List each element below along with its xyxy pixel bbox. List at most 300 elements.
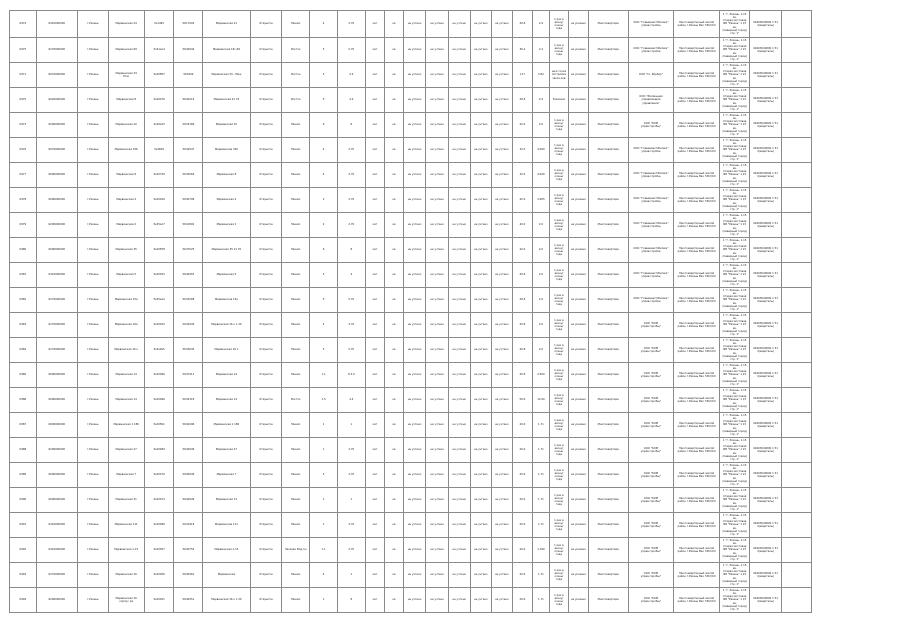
table-cell: 2.6 bbox=[533, 313, 549, 338]
table-cell: 5К40453 bbox=[174, 263, 203, 288]
table-cell: не учтено bbox=[492, 138, 513, 163]
table-cell bbox=[781, 238, 811, 263]
table-cell: 20.0 bbox=[512, 488, 533, 513]
table-cell: не учтено bbox=[426, 238, 449, 263]
table-cell: Зк4609 bbox=[144, 138, 174, 163]
table-cell: не учтено bbox=[448, 438, 470, 463]
table-cell: Мнемо bbox=[282, 138, 310, 163]
table-cell: 0994 bbox=[10, 588, 37, 613]
table-cell: 5К43064 bbox=[174, 163, 203, 188]
table-cell: не учтено bbox=[470, 11, 492, 38]
table-cell: не учтено bbox=[403, 11, 426, 38]
table-cell: 6090000000 bbox=[36, 163, 77, 188]
table-cell: не учтено bbox=[448, 38, 470, 63]
table-cell: кат bbox=[365, 11, 385, 38]
table-cell: ООО "КОМ управ.горобщ" bbox=[628, 438, 673, 463]
table-cell: не указано bbox=[569, 113, 589, 138]
table-cell: 0982 bbox=[10, 288, 37, 313]
table-cell: г.Рязань bbox=[77, 463, 108, 488]
table-cell: 6090000000 bbox=[36, 238, 77, 263]
table-cell: 1 "г. Рязань, 1-15 кв. Старая мостовая NB "Рязань" 1 15 кв. (Северный город) стр. 1" bbox=[720, 188, 750, 213]
table-cell: 0974 bbox=[10, 11, 37, 38]
table-cell: 0978 bbox=[10, 188, 37, 213]
table-cell: не учтено bbox=[470, 363, 492, 388]
table-cell: Мервишская 22 bbox=[108, 113, 144, 138]
table-cell: Мервишская 27 bbox=[203, 438, 250, 463]
table-cell: Открытое bbox=[250, 138, 282, 163]
table-cell: 0989 bbox=[10, 463, 37, 488]
table-cell: 0976 bbox=[10, 138, 37, 163]
table-cell: Многоквартирн bbox=[588, 463, 628, 488]
table-row bbox=[10, 38, 812, 63]
table-row bbox=[10, 563, 812, 588]
table-cell: Зк40857 bbox=[144, 63, 174, 88]
table-cell: 40403040000 1 51 4(кварталы) bbox=[750, 113, 782, 138]
table-cell: Многоквартирный жилой район г.Рязань Вах ГЖХ/СО bbox=[674, 88, 720, 113]
table-row bbox=[10, 288, 812, 313]
table-cell: Многоквартирн bbox=[588, 188, 628, 213]
table-cell: Многоквартирный жилой район г.Рязань Вах ГЖХ/СО bbox=[674, 588, 720, 613]
table-cell: кат bbox=[365, 388, 385, 413]
table-cell: Зк4s0e5 bbox=[144, 338, 174, 363]
table-cell: 5К42219 bbox=[174, 88, 203, 113]
table-cell: 40403040000 1 51 4(кварталы) bbox=[750, 413, 782, 438]
table-cell: не учтено bbox=[448, 113, 470, 138]
table-cell: ООО "ГлавинвестЖилаж" управ.горобщ bbox=[628, 238, 673, 263]
table-cell: Зк40878 bbox=[144, 238, 174, 263]
table-cell: Открытое bbox=[250, 588, 282, 613]
table-cell: не указано bbox=[569, 563, 589, 588]
table-cell: 1 раз в весну/осень/ года bbox=[549, 11, 569, 38]
table-cell: не учтено bbox=[426, 463, 449, 488]
table-cell: Многоквартирный жилой район г.Рязань Вах ГЖХ/СО bbox=[674, 63, 720, 88]
table-cell: Многоквартирный жилой район г.Рязань Вах ГЖХ/СО bbox=[674, 313, 720, 338]
table-cell: не указано bbox=[569, 588, 589, 613]
table-cell: 6290000000 bbox=[36, 113, 77, 138]
table-cell: не учтено bbox=[426, 388, 449, 413]
table-cell: 12.60 bbox=[533, 388, 549, 413]
table-cell: ООО "КОМ управ.горобщ" bbox=[628, 463, 673, 488]
table-cell: не учтено bbox=[403, 138, 426, 163]
table-cell: не учтено bbox=[470, 263, 492, 288]
table-cell: не учтено bbox=[470, 463, 492, 488]
table-cell: 1 раз в весну/осень/ года bbox=[549, 588, 569, 613]
table-cell: 6270000000 bbox=[36, 563, 77, 588]
table-cell: ООО "КОМ управ.горобщ" bbox=[628, 563, 673, 588]
table-cell: кв bbox=[385, 488, 404, 513]
table-cell: Открытое bbox=[250, 163, 282, 188]
table-cell: Многоквартирный жилой район г.Рязань Вах ГЖХ/СО bbox=[674, 563, 720, 588]
table-cell: не учтено bbox=[470, 513, 492, 538]
table-cell: Мервишская bbox=[203, 563, 250, 588]
table-cell: кат bbox=[365, 63, 385, 88]
table-row bbox=[10, 188, 812, 213]
table-cell: 1 bbox=[337, 563, 365, 588]
table-cell: 1 раз в весну/осень/ года bbox=[549, 413, 569, 438]
table-cell: 1 bbox=[310, 438, 338, 463]
table-cell: 40403040000 1 51 4(кварталы) bbox=[750, 288, 782, 313]
table-cell: 5К43268 bbox=[174, 288, 203, 313]
table-cell: 1 раз в весну/осень/ года bbox=[549, 388, 569, 413]
table-cell: не учтено bbox=[470, 88, 492, 113]
table-cell: Зк40720 bbox=[144, 163, 174, 188]
table-cell: 5К43166 bbox=[174, 113, 203, 138]
table-cell: не указано bbox=[569, 338, 589, 363]
table-cell: Мервишская 15а bbox=[203, 288, 250, 313]
table-cell: 1 раз в весну/осень/ года bbox=[549, 38, 569, 63]
table-cell: ООО "КОМ управ.горобщ" bbox=[628, 388, 673, 413]
table-cell: г.Рязань bbox=[77, 138, 108, 163]
table-cell: Зк40451 bbox=[144, 588, 174, 613]
table-cell: Многоквартирн bbox=[588, 488, 628, 513]
table-cell: кв bbox=[385, 188, 404, 213]
table-cell: Многоквартирный жилой район г.Рязань Вах ГЖХ/СО bbox=[674, 263, 720, 288]
table-cell: 0991 bbox=[10, 513, 37, 538]
table-cell: 1 "г. Рязань, 1-15 кв. Старая мостовая NB "Рязань" 1 15 кв. (Северный город) стр. 1" bbox=[720, 113, 750, 138]
table-cell: Открытое bbox=[250, 563, 282, 588]
table-cell: Открытое bbox=[250, 438, 282, 463]
table-cell: 8 bbox=[337, 113, 365, 138]
table-cell: Мнемо bbox=[282, 363, 310, 388]
table-cell: не учтено bbox=[448, 11, 470, 38]
table-cell: 1.71 bbox=[533, 463, 549, 488]
table-cell: кв bbox=[385, 38, 404, 63]
table-cell: кв bbox=[385, 288, 404, 313]
table-cell: Многоквартирный жилой район г.Рязань Вах ГЖХ/СО bbox=[674, 513, 720, 538]
table-cell: кв bbox=[385, 538, 404, 563]
table-cell: кв bbox=[385, 11, 404, 38]
table-cell: Восток bbox=[282, 63, 310, 88]
table-cell: не учтено bbox=[470, 113, 492, 138]
table-cell: ООО "КОМ управ.горобщ" bbox=[628, 338, 673, 363]
table-cell: не учтено bbox=[492, 288, 513, 313]
table-cell: кв bbox=[385, 238, 404, 263]
table-cell: Многоквартирный жилой район г.Рязань Вах ГЖХ/СО bbox=[674, 488, 720, 513]
table-cell: 5К40461 bbox=[174, 563, 203, 588]
table-cell: не учтено bbox=[426, 163, 449, 188]
table-cell: 1 "г. Рязань, 1-15 кв. Старая мостовая NB "Рязань" 1 15 кв. (Северный город) стр. 1" bbox=[720, 463, 750, 488]
table-cell: не учтено bbox=[448, 463, 470, 488]
table-cell: 6290000000 bbox=[36, 438, 77, 463]
table-row bbox=[10, 438, 812, 463]
table-cell: 5К41802 bbox=[174, 213, 203, 238]
table-cell: Открытое bbox=[250, 463, 282, 488]
table-cell: не учтено bbox=[448, 238, 470, 263]
table-cell: ООО "ГлавинвестЖилаж" управ.горобщ bbox=[628, 163, 673, 188]
table-cell: 6070000000 bbox=[36, 138, 77, 163]
table-cell: 1.71 bbox=[533, 438, 549, 463]
table-cell: г.Рязань bbox=[77, 313, 108, 338]
table-cell: Многоквартирный жилой район г.Рязань Вах ГЖХ/СО bbox=[674, 163, 720, 188]
table-cell: не учтено bbox=[448, 538, 470, 563]
table-cell: 2.70 bbox=[337, 188, 365, 213]
table-cell: ООО "Гк. Ворбор" bbox=[628, 63, 673, 88]
table-cell: не учтено bbox=[492, 588, 513, 613]
table-cell: 1 раз в весну/осень/ года bbox=[549, 163, 569, 188]
table-cell: Многоквартирн bbox=[588, 11, 628, 38]
table-cell: не учтено bbox=[403, 88, 426, 113]
table-cell: 40403040000 1 51 4(кварталы) bbox=[750, 463, 782, 488]
table-cell: 5.70 bbox=[337, 338, 365, 363]
table-cell: не указано bbox=[569, 63, 589, 88]
table-cell bbox=[781, 563, 811, 588]
table-cell: не учтено bbox=[426, 113, 449, 138]
table-cell: не указано bbox=[569, 363, 589, 388]
table-cell: Мнемо bbox=[282, 238, 310, 263]
table-row bbox=[10, 538, 812, 563]
table-cell: 20.0 bbox=[512, 438, 533, 463]
table-cell: 40.8 bbox=[512, 313, 533, 338]
table-cell: 5К42318 bbox=[174, 388, 203, 413]
table-cell: Зк41ev4 bbox=[144, 38, 174, 63]
table-cell: не учтено bbox=[403, 188, 426, 213]
table-cell: ООО "КОМ управ.горобщ" bbox=[628, 538, 673, 563]
table-cell bbox=[781, 538, 811, 563]
table-cell: 5 bbox=[310, 338, 338, 363]
table-cell: 4.4 bbox=[337, 388, 365, 413]
table-cell: 1 "г. Рязань, 1-15 кв. Старая мостовая NB "Рязань" 1 15 кв. (Северный город) стр. 1" bbox=[720, 313, 750, 338]
table-cell: Мервишская 14 bbox=[108, 388, 144, 413]
table-cell: 0979 bbox=[10, 213, 37, 238]
table-cell: 6270000000 bbox=[36, 38, 77, 63]
table-cell: ООО "КОМ управ.горобщ" bbox=[628, 413, 673, 438]
table-cell: кв bbox=[385, 163, 404, 188]
table-cell: Многоквартирный жилой район г.Рязань Вах ГЖХ/СО bbox=[674, 388, 720, 413]
table-cell: не учтено bbox=[448, 588, 470, 613]
table-cell: 5К47025 bbox=[174, 238, 203, 263]
table-cell: Мнемо bbox=[282, 213, 310, 238]
table-cell: 0980 bbox=[10, 238, 37, 263]
table-cell: Мервишская 14 bbox=[203, 363, 250, 388]
table-cell: 40.8 bbox=[512, 263, 533, 288]
table-cell: Заказан Вод-ты bbox=[282, 538, 310, 563]
table-cell: не учтено bbox=[403, 263, 426, 288]
table-cell: 0993 bbox=[10, 563, 37, 588]
table-cell: 2.70 bbox=[337, 11, 365, 38]
table-cell: 3.82 bbox=[533, 63, 549, 88]
table-cell: ООО "ГлавинвестЖилаж" управ.горобщ bbox=[628, 288, 673, 313]
table-cell: кв bbox=[385, 138, 404, 163]
table-cell: 6270000000 bbox=[36, 313, 77, 338]
table-cell: г.Рязань bbox=[77, 338, 108, 363]
table-cell: 1 "г. Рязань, 1-15 кв. Старая мостовая NB "Рязань" 1 15 кв. (Северный город) стр. 1" bbox=[720, 263, 750, 288]
table-cell: Многоквартирн bbox=[588, 38, 628, 63]
table-cell: не учтено bbox=[448, 188, 470, 213]
table-cell: Зк40456 bbox=[144, 563, 174, 588]
table-cell: не учтено bbox=[426, 63, 449, 88]
table-cell: 40403040000 1 51 4(кварталы) bbox=[750, 213, 782, 238]
table-cell: Многоквартирный жилой район г.Рязань Вах ГЖХ/СО bbox=[674, 338, 720, 363]
table-cell: ООО "ГлавинвестЖилаж" управ.горобщ bbox=[628, 38, 673, 63]
table-cell: 1 "г. Рязань, 1-15 кв. Старая мостовая NB "Рязань" 1 15 кв. (Северный город) стр. 1" bbox=[720, 563, 750, 588]
table-cell: кв bbox=[385, 388, 404, 413]
table-cell: 6090000000 bbox=[36, 188, 77, 213]
table-cell: Мнемо bbox=[282, 488, 310, 513]
table-cell: не учтено bbox=[470, 163, 492, 188]
table-cell: Мервишская 16 корпус 1д bbox=[108, 588, 144, 613]
table-cell: не указано bbox=[569, 313, 589, 338]
table-cell: 40.8 bbox=[512, 11, 533, 38]
table-cell: не учтено bbox=[426, 363, 449, 388]
table-cell: 50.0 bbox=[512, 388, 533, 413]
table-cell: 1 bbox=[337, 413, 365, 438]
table-cell: 1 "г. Рязань, 1-15 кв. Старая мостовая NB "Рязань" 1 15 кв. (Северный город) стр. 1" bbox=[720, 538, 750, 563]
table-cell: кв bbox=[385, 63, 404, 88]
table-cell: 1 "г. Рязань, 1-15 кв. Старая мостовая NB "Рязань" 1 15 кв. (Северный город) стр. 1" bbox=[720, 88, 750, 113]
table-cell: не указано bbox=[569, 38, 589, 63]
table-cell: 6090000000 bbox=[36, 413, 77, 438]
table-cell: Открытое bbox=[250, 188, 282, 213]
table-cell: не учтено bbox=[470, 213, 492, 238]
table-cell: не учтено bbox=[492, 488, 513, 513]
table-cell: 0975 bbox=[10, 88, 37, 113]
table-cell: Открытое bbox=[250, 538, 282, 563]
table-cell: 40403040000 1 51 4(кварталы) bbox=[750, 63, 782, 88]
table-cell: 42.0 bbox=[512, 188, 533, 213]
table-cell: ООО "Жилищная управляющая управление" bbox=[628, 88, 673, 113]
table-cell: не учтено bbox=[492, 338, 513, 363]
table-cell: г.Рязань bbox=[77, 88, 108, 113]
table-cell: не учтено bbox=[403, 288, 426, 313]
table-cell: Открытое bbox=[250, 88, 282, 113]
table-cell: г.Рязань bbox=[77, 263, 108, 288]
table-cell bbox=[781, 263, 811, 288]
table-cell: 1 раз в весну/осень/ года bbox=[549, 313, 569, 338]
table-cell bbox=[781, 38, 811, 63]
table-cell: 1.160 bbox=[533, 538, 549, 563]
table-cell: не учтено bbox=[470, 488, 492, 513]
table-cell: Многоквартирный жилой район г.Рязань Вах ГЖХ/СО bbox=[674, 538, 720, 563]
table-cell: г.Рязань bbox=[77, 538, 108, 563]
table-cell: 32.0 bbox=[512, 163, 533, 188]
table-cell: Зк1465 bbox=[144, 11, 174, 38]
table-row bbox=[10, 11, 812, 38]
table-cell: не учтено bbox=[426, 288, 449, 313]
table-cell: Открытое bbox=[250, 313, 282, 338]
table-cell: Мервишская 8 bbox=[108, 88, 144, 113]
table-cell: 5К40949 bbox=[174, 438, 203, 463]
table-cell: кат bbox=[365, 188, 385, 213]
table-cell: Мервишская 5 bbox=[108, 263, 144, 288]
table-cell: ООО "ГлавинвестЖилаж" управ.горобщ bbox=[628, 263, 673, 288]
table-cell: Мервишская 34 бтас bbox=[108, 63, 144, 88]
table-cell: 20.0 bbox=[512, 588, 533, 613]
table-cell: 6270000000 bbox=[36, 338, 77, 363]
table-cell: 0992 bbox=[10, 538, 37, 563]
table-cell: Зк40496 bbox=[144, 363, 174, 388]
table-cell bbox=[781, 138, 811, 163]
table-cell: 2.6 bbox=[533, 213, 549, 238]
table-cell: Восток bbox=[282, 88, 310, 113]
table-cell: 1 раз в весну/осень/ года bbox=[549, 113, 569, 138]
table-cell: 0986 bbox=[10, 388, 37, 413]
table-cell: 40403040000 1 51 4(кварталы) bbox=[750, 588, 782, 613]
table-cell: Многоквартирн bbox=[588, 113, 628, 138]
table-cell: не учтено bbox=[403, 588, 426, 613]
table-cell: не учтено bbox=[448, 213, 470, 238]
table-cell: 40403040000 1 51 4(кварталы) bbox=[750, 263, 782, 288]
table-cell: Мервишская 16 к bbox=[203, 338, 250, 363]
table-cell: не учтено bbox=[426, 588, 449, 613]
table-cell: не учтено bbox=[470, 138, 492, 163]
table-cell: кв bbox=[385, 563, 404, 588]
table-cell: Многоквартирный жилой район г.Рязань Вах ГЖХ/СО bbox=[674, 363, 720, 388]
table-cell: 4 bbox=[310, 563, 338, 588]
table-cell: 2.965 bbox=[533, 188, 549, 213]
table-cell: не учтено bbox=[492, 163, 513, 188]
table-row bbox=[10, 588, 812, 613]
table-cell: не учтено bbox=[426, 338, 449, 363]
table-cell: Мервишская 21 33 bbox=[203, 88, 250, 113]
table-cell: 20.0 bbox=[512, 513, 533, 538]
table-cell: Многоквартирн bbox=[588, 563, 628, 588]
table-cell: Мнемо bbox=[282, 563, 310, 588]
table-cell: Мервишская 111 bbox=[108, 513, 144, 538]
table-cell: Зк40s43 bbox=[144, 113, 174, 138]
table-cell: г.Рязань bbox=[77, 238, 108, 263]
table-cell: кат bbox=[365, 38, 385, 63]
table-cell: 40403040000 1 51 4(кварталы) bbox=[750, 188, 782, 213]
table-cell: 8 bbox=[337, 238, 365, 263]
table-cell: Открытое bbox=[250, 513, 282, 538]
table-cell: 1 "г. Рязань, 1-15 кв. Старая мостовая NB "Рязань" 1 15 кв. (Северный город) стр. 1" bbox=[720, 138, 750, 163]
table-cell: 1 раз в весну/осень/ года bbox=[549, 438, 569, 463]
table-cell: не указано bbox=[569, 88, 589, 113]
table-cell: Мнемо bbox=[282, 463, 310, 488]
table-row bbox=[10, 513, 812, 538]
table-cell: 20.0 bbox=[512, 563, 533, 588]
table-cell: не учтено bbox=[492, 388, 513, 413]
table-cell: кат bbox=[365, 138, 385, 163]
table-cell: 5К40949 bbox=[174, 488, 203, 513]
table-cell: 1 раз в весну/осень/ года bbox=[549, 538, 569, 563]
table-cell: Многоквартирный жилой район г.Рязань Вах ГЖХ/СО bbox=[674, 188, 720, 213]
table-cell: не учтено bbox=[426, 213, 449, 238]
table-cell: Мервишская 1-15 bbox=[203, 538, 250, 563]
table-cell: Мнемо bbox=[282, 338, 310, 363]
table-cell bbox=[781, 588, 811, 613]
table-cell: Многоквартирн bbox=[588, 263, 628, 288]
table-cell: 1 bbox=[310, 588, 338, 613]
table-cell: не учтено bbox=[403, 113, 426, 138]
table-row bbox=[10, 313, 812, 338]
table-cell: Многоквартирн bbox=[588, 438, 628, 463]
table-cell: 2.70 bbox=[337, 463, 365, 488]
table-cell: 1 "г. Рязань, 1-15 кв. Старая мостовая NB "Рязань" 1 15 кв. (Северный город) стр. 1" bbox=[720, 213, 750, 238]
table-cell: 2.70 bbox=[337, 213, 365, 238]
table-cell: 1 "г. Рязань, 1-15 кв. Старая мостовая NB "Рязань" 1 15 кв. (Северный город) стр. 1" bbox=[720, 288, 750, 313]
table-cell: 5 bbox=[310, 288, 338, 313]
table-cell: 6410000000 bbox=[36, 11, 77, 38]
table-cell: 5 bbox=[310, 88, 338, 113]
table-cell: 20.0 bbox=[512, 413, 533, 438]
table-cell: не учтено bbox=[470, 238, 492, 263]
table-cell: Восток bbox=[282, 388, 310, 413]
table-cell: не учтено bbox=[448, 413, 470, 438]
table-cell: 1 раз в весну/осень/ года bbox=[549, 563, 569, 588]
table-cell: Зк45e17 bbox=[144, 213, 174, 238]
table-cell: кат bbox=[365, 163, 385, 188]
table-cell: 1 "г. Рязань, 1-15 кв. Старая мостовая NB "Рязань" 1 15 кв. (Северный город) стр. 1" bbox=[720, 163, 750, 188]
table-cell: 2.70 bbox=[337, 538, 365, 563]
table-row bbox=[10, 113, 812, 138]
table-cell: 6270000000 bbox=[36, 288, 77, 313]
table-cell bbox=[781, 313, 811, 338]
table-cell: 40403040000 1 51 4(кварталы) bbox=[750, 338, 782, 363]
table-cell: 5К40949 bbox=[174, 463, 203, 488]
table-cell: 5К40708 bbox=[174, 188, 203, 213]
table-cell: 6290000000 bbox=[36, 213, 77, 238]
